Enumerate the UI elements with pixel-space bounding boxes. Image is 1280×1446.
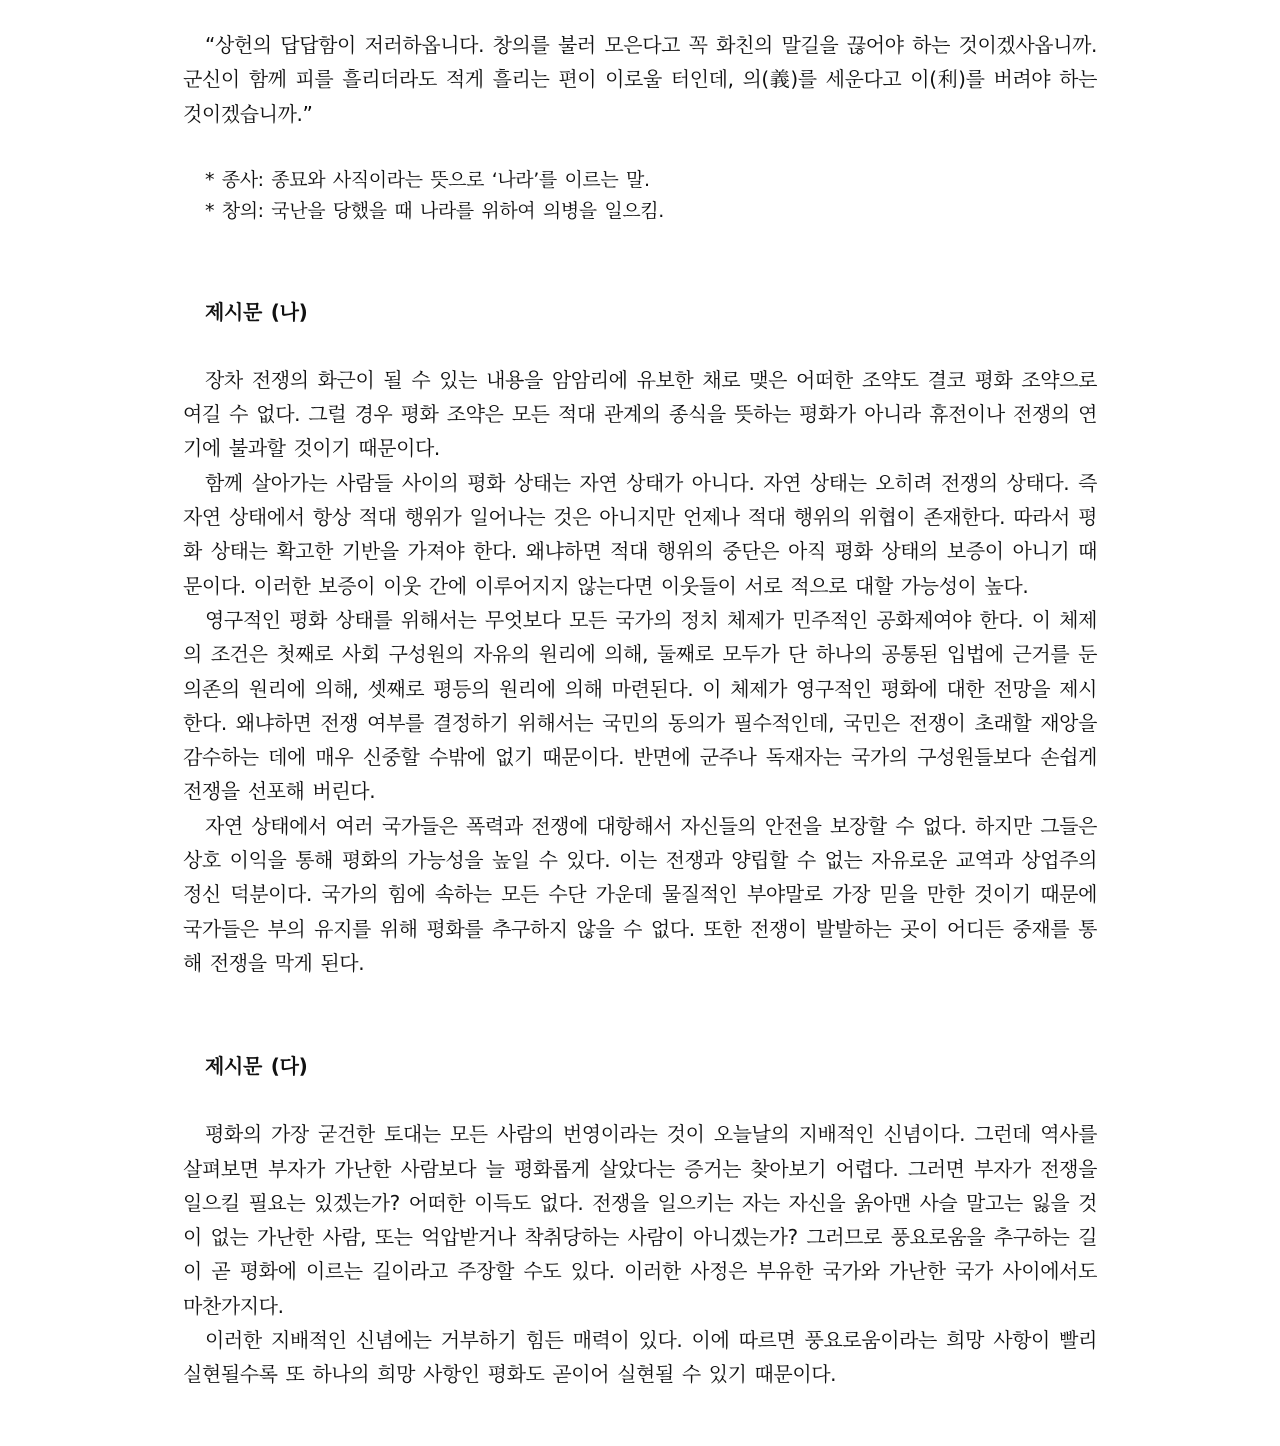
document-page [183,28,1097,1392]
passage-da [183,1049,1097,1391]
passage-na-paragraph-4: 자연 상태에서 여러 국가들은 폭력과 전쟁에 대항해서 자신들의 안전을 보장할 수 없다. 하지만 그들은 상호 이익을 통해 평화의 가능성을 높일 수 있다. 이는 전쟁과 양립할 수 없는 자유로운 교역과 상업주의 정신 덕분이다. 국가의 힘에 속하는 모든 수단 가운데 물질적인 부야말로 가장 믿을 만한 것이기 때문에 국가들은 부의 유지를 위해 평화를 추구하지 않을 수 없다. 또한 전쟁이 발발하는 곳이 어디든 중재를 통해 전쟁을 막게 된다. [183,813,1097,975]
passage-ga-continuation [183,28,1097,227]
passage-na [183,295,1097,980]
passage-na-heading: 제시문 (나) [205,299,308,324]
quote-paragraph: “상헌의 답답함이 저러하옵니다. 창의를 불러 모은다고 꼭 화친의 말길을 끊어야 하는 것이겠사옵니까. 군신이 함께 피를 흘리더라도 적게 흘리는 편이 이로울 터인데, 의(義)를 세운다고 이(利)를 버려야 하는 것이겠습니까.” [183,33,1097,126]
passage-da-heading: 제시문 (다) [205,1054,308,1079]
footnotes [183,165,1097,227]
footnote-changui: * 창의: 국난을 당했을 때 나라를 위하여 의병을 일으킴. [205,199,664,222]
passage-da-paragraph-1: 평화의 가장 굳건한 토대는 모든 사람의 번영이라는 것이 오늘날의 지배적인 신념이다. 그런데 역사를 살펴보면 부자가 가난한 사람보다 늘 평화롭게 살았다는 증거는 찾아보기 어렵다. 그러면 부자가 전쟁을 일으킬 필요는 있겠는가? 어떠한 이득도 없다. 전쟁을 일으키는 자는 자신을 옭아맨 사슬 말고는 잃을 것이 없는 가난한 사람, 또는 억압받거나 착취당하는 사람이 아니겠는가? 그러므로 풍요로움을 추구하는 길이 곧 평화에 이르는 길이라고 주장할 수도 있다. 이러한 사정은 부유한 국가와 가난한 국가 사이에서도 마찬가지다. [183,1122,1097,1318]
passage-na-paragraph-3: 영구적인 평화 상태를 위해서는 무엇보다 모든 국가의 정치 체제가 민주적인 공화제여야 한다. 이 체제의 조건은 첫째로 사회 구성원의 자유의 원리에 의해, 둘째로 모두가 단 하나의 공통된 입법에 근거를 둔 의존의 원리에 의해, 셋째로 평등의 원리에 의해 마련된다. 이 체제가 영구적인 평화에 대한 전망을 제시한다. 왜냐하면 전쟁 여부를 결정하기 위해서는 국민의 동의가 필수적인데, 국민은 전쟁이 초래할 재앙을 감수하는 데에 매우 신중할 수밖에 없기 때문이다. 반면에 군주나 독재자는 국가의 구성원들보다 손쉽게 전쟁을 선포해 버린다. [183,607,1097,804]
passage-na-paragraph-2: 함께 살아가는 사람들 사이의 평화 상태는 자연 상태가 아니다. 자연 상태는 오히려 전쟁의 상태다. 즉 자연 상태에서 항상 적대 행위가 일어나는 것은 아니지만 언제나 적대 행위의 위협이 존재한다. 따라서 평화 상태는 확고한 기반을 가져야 한다. 왜냐하면 적대 행위의 중단은 아직 평화 상태의 보증이 아니기 때문이다. 이러한 보증이 이웃 간에 이루어지지 않는다면 이웃들이 서로 적으로 대할 가능성이 높다. [183,470,1097,598]
passage-da-paragraph-2: 이러한 지배적인 신념에는 거부하기 힘든 매력이 있다. 이에 따르면 풍요로움이라는 희망 사항이 빨리 실현될수록 또 하나의 희망 사항인 평화도 곧이어 실현될 수 있기 때문이다. [183,1328,1097,1387]
passage-na-paragraph-1: 장차 전쟁의 화근이 될 수 있는 내용을 암암리에 유보한 채로 맺은 어떠한 조약도 결코 평화 조약으로 여길 수 없다. 그럴 경우 평화 조약은 모든 적대 관계의 종식을 뜻하는 평화가 아니라 휴전이나 전쟁의 연기에 불과할 것이기 때문이다. [183,367,1097,461]
footnote-jongsa: * 종사: 종묘와 사직이라는 뜻으로 ‘나라’를 이르는 말. [205,168,650,191]
